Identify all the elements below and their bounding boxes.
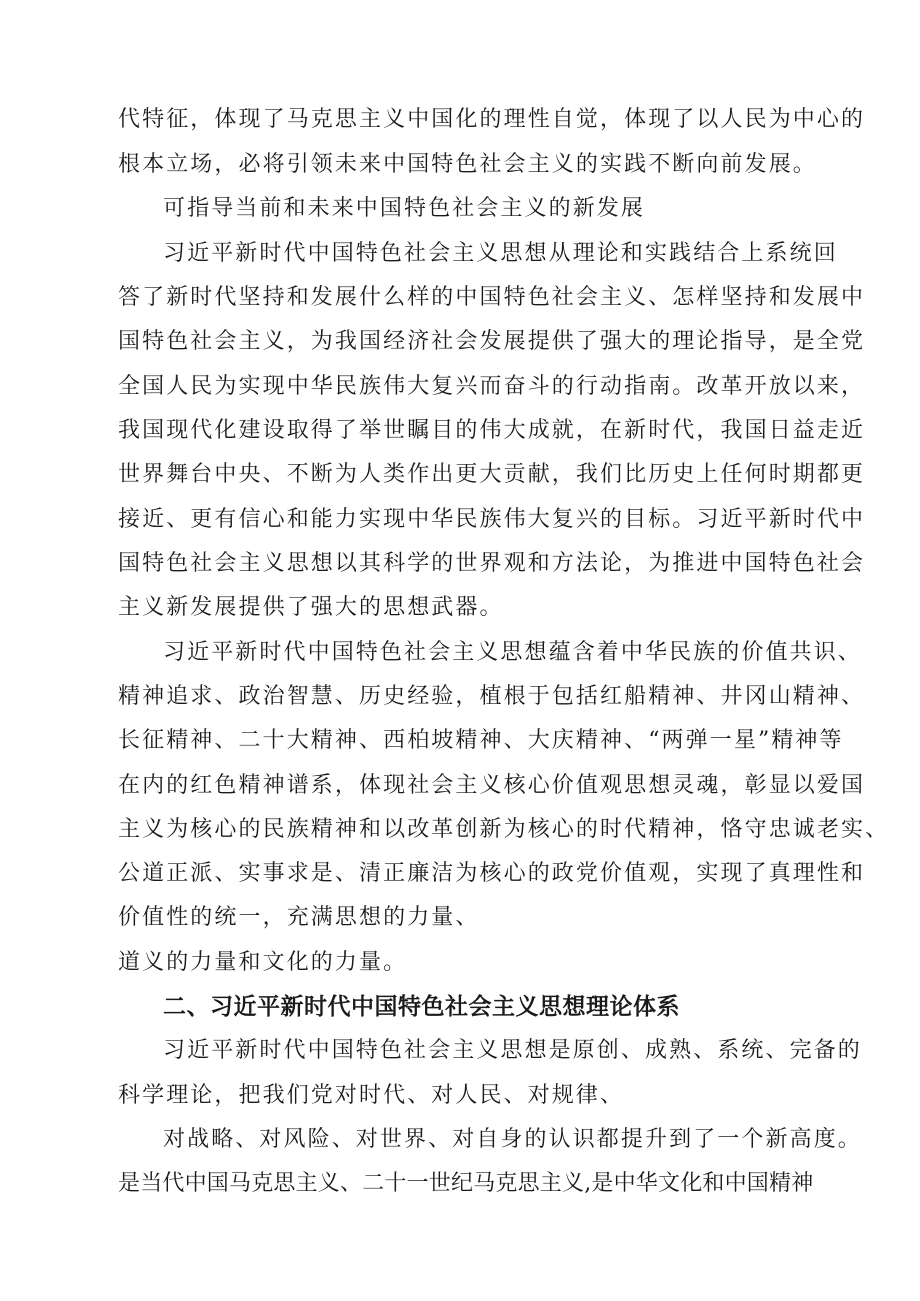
text-line: 科学理论，把我们党对时代、对人民、对规律、 (118, 1083, 625, 1108)
text-line: 公道正派、实事求是、清正廉洁为核心的政党价值观，实现了真理性和 (118, 861, 866, 886)
text-line: 根本立场，必将引领未来中国特色社会主义的实践不断向前发展。 (118, 152, 817, 177)
text-line: 主义为核心的民族精神和以改革创新为核心的时代精神，恪守忠诚老实、 (118, 817, 890, 842)
text-line: 长征精神、二十大精神、西柏坡精神、大庆精神、“两弹一星”精神等 (118, 728, 844, 753)
text-line: 道义的力量和文化的力量。 (118, 950, 408, 975)
text-line: 习近平新时代中国特色社会主义思想从理论和实践结合上系统回 (163, 241, 838, 266)
subheading-line: 可指导当前和未来中国特色社会主义的新发展 (163, 196, 646, 221)
text-line: 主义新发展提供了强大的思想武器。 (118, 595, 504, 620)
text-line: 全国人民为实现中华民族伟大复兴而奋斗的行动指南。改革开放以来， (118, 374, 866, 399)
text-line: 代特征，体现了马克思主义中国化的理性自觉，体现了以人民为中心的 (118, 107, 866, 132)
text-line: 习近平新时代中国特色社会主义思想是原创、成熟、系统、完备的 (163, 1038, 862, 1063)
text-line: 精神追求、政治智慧、历史经验，植根于包括红船精神、井冈山精神、 (118, 684, 866, 709)
text-line: 是当代中国马克思主义、二十一世纪马克思主义,是中华文化和中国精神 (118, 1171, 814, 1196)
text-line: 国特色社会主义，为我国经济社会发展提供了强大的理论指导，是全党 (118, 329, 866, 354)
section-heading: 二、习近平新时代中国特色社会主义思想理论体系 (163, 994, 680, 1020)
text-line: 习近平新时代中国特色社会主义思想蕴含着中华民族的价值共识、 (163, 640, 862, 665)
text-line: 价值性的统一，充满思想的力量、 (118, 905, 480, 930)
text-line: 在内的红色精神谱系，体现社会主义核心价值观思想灵魂，彰显以爱国 (118, 773, 866, 798)
text-line: 接近、更有信心和能力实现中华民族伟大复兴的目标。习近平新时代中 (118, 507, 866, 532)
text-line: 我国现代化建设取得了举世瞩目的伟大成就，在新时代，我国日益走近 (118, 418, 866, 443)
text-line: 国特色社会主义思想以其科学的世界观和方法论，为推进中国特色社会 (118, 551, 866, 576)
text-line: 对战略、对风险、对世界、对自身的认识都提升到了一个新高度。 (163, 1127, 862, 1152)
text-line: 世界舞台中央、不断为人类作出更大贡献，我们比历史上任何时期都更 (118, 462, 866, 487)
text-line: 答了新时代坚持和发展什么样的中国特色社会主义、怎样坚持和发展中 (118, 285, 866, 310)
